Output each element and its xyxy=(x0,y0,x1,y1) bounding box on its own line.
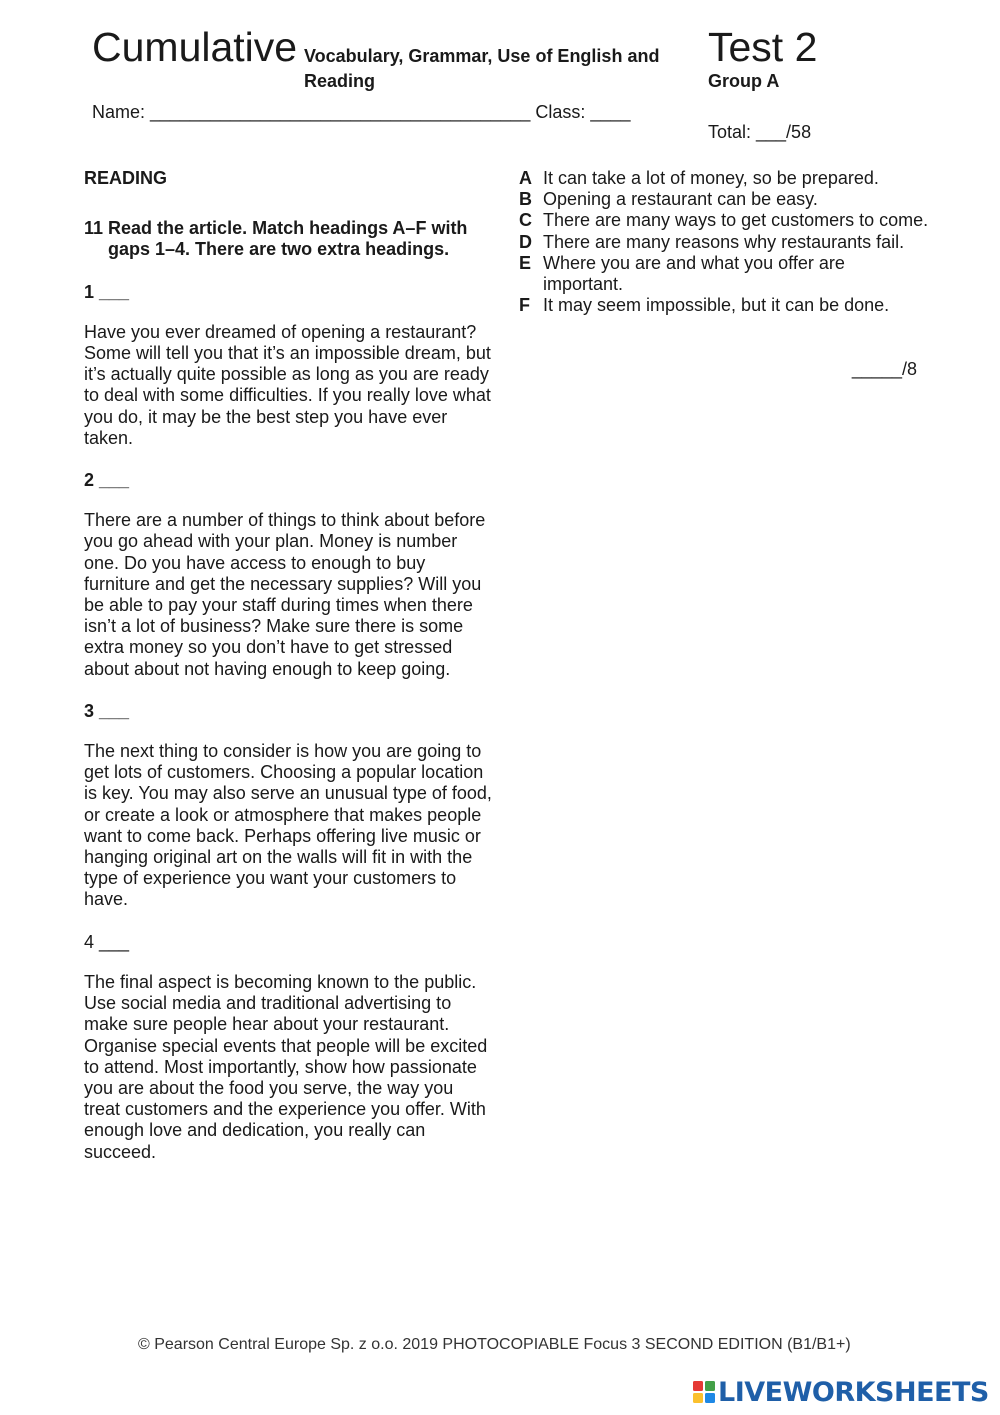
heading-option-b xyxy=(519,189,929,210)
gap-label-3[interactable]: 3 ___ xyxy=(84,700,130,721)
heading-option-f xyxy=(519,295,929,316)
heading-text: It may seem impossible, but it can be done. xyxy=(543,295,890,316)
heading-letter: C xyxy=(519,210,532,231)
gap-label-2[interactable]: 2 ___ xyxy=(84,470,130,491)
heading-letter: A xyxy=(519,168,532,188)
heading-option-e xyxy=(519,253,929,295)
gap-paragraph-4: The final aspect is becoming known to the public. Use social media and traditional advertising to make sure people hear about your restaurant. Organise special events that people will be excited to attend. Most importantly, show how passionate you are about the food you serve, the way you treat customers and the experience you offer. With enough love and dedication, you really can succeed. xyxy=(84,971,488,1162)
liveworksheets-logo-text: LIVEWORKSHEETS xyxy=(718,1376,989,1408)
task-score: _____/8 xyxy=(851,359,917,379)
heading-text: Opening a restaurant can be easy. xyxy=(543,189,818,210)
reading-article xyxy=(84,168,494,1163)
heading-option-c xyxy=(519,210,929,231)
liveworksheets-logo-icon xyxy=(692,1380,716,1404)
heading-option-a xyxy=(519,168,929,189)
heading-text: There are many ways to get customers to come. xyxy=(543,210,929,231)
gap-paragraph-2: There are a number of things to think about before you go ahead with your plan. Money is number one. Do you have access to enough to buy furniture and get the necessary supplies? Will you be able to pay your staff during times when there isn’t a lot of business? Make sure there is some extra money so you don’t have to get stressed about about not having enough to keep going. xyxy=(84,510,486,679)
heading-letter: D xyxy=(519,231,532,252)
gap-label-4[interactable]: 4 ___ xyxy=(84,931,130,952)
group-label: Group A xyxy=(708,71,780,91)
heading-option-d xyxy=(519,232,929,253)
name-class-line: Name: ______________________________________ Class: ____ xyxy=(92,102,631,122)
liveworksheets-logo[interactable] xyxy=(692,1374,989,1410)
total-score: Total: ___/58 xyxy=(708,122,812,142)
heading-text: It can take a lot of money, so be prepared. xyxy=(543,168,879,188)
gap-paragraph-1: Have you ever dreamed of opening a restaurant? Some will tell you that it’s an impossible dream, but it’s actually quite possible as long as you are ready to deal with some difficulties. If you really love what you do, it may be the best step you have ever taken. xyxy=(84,321,491,448)
title-word: Cumulative xyxy=(92,24,298,70)
headings-list xyxy=(519,168,929,316)
heading-text: Where you are and what you offer are important. xyxy=(543,252,845,295)
heading-letter: B xyxy=(519,189,532,210)
gap-paragraph-3: The next thing to consider is how you are going to get lots of customers. Choosing a popular location is key. You may also serve an unusual type of food, or create a look or atmosphere that makes people want to come back. Perhaps offering live music or hanging original art on the walls will fit in with the type of experience you want your customers to have. xyxy=(84,741,492,910)
copyright-footer: © Pearson Central Europe Sp. z o.o. 2019 PHOTOCOPIABLE Focus 3 SECOND EDITION (B1/B1+) xyxy=(138,1336,851,1353)
subtitle: Vocabulary, Grammar, Use of English and Reading xyxy=(304,46,660,91)
task-instruction: 11 Read the article. Match headings A–F with gaps 1–4. There are two extra headings. xyxy=(84,218,468,260)
gap-label-1[interactable]: 1 ___ xyxy=(84,281,130,302)
heading-letter: F xyxy=(519,295,530,316)
heading-letter: E xyxy=(519,252,532,273)
test-label: Test 2 xyxy=(708,24,818,70)
section-title: READING xyxy=(84,168,168,188)
heading-text: There are many reasons why restaurants fail. xyxy=(543,231,905,252)
